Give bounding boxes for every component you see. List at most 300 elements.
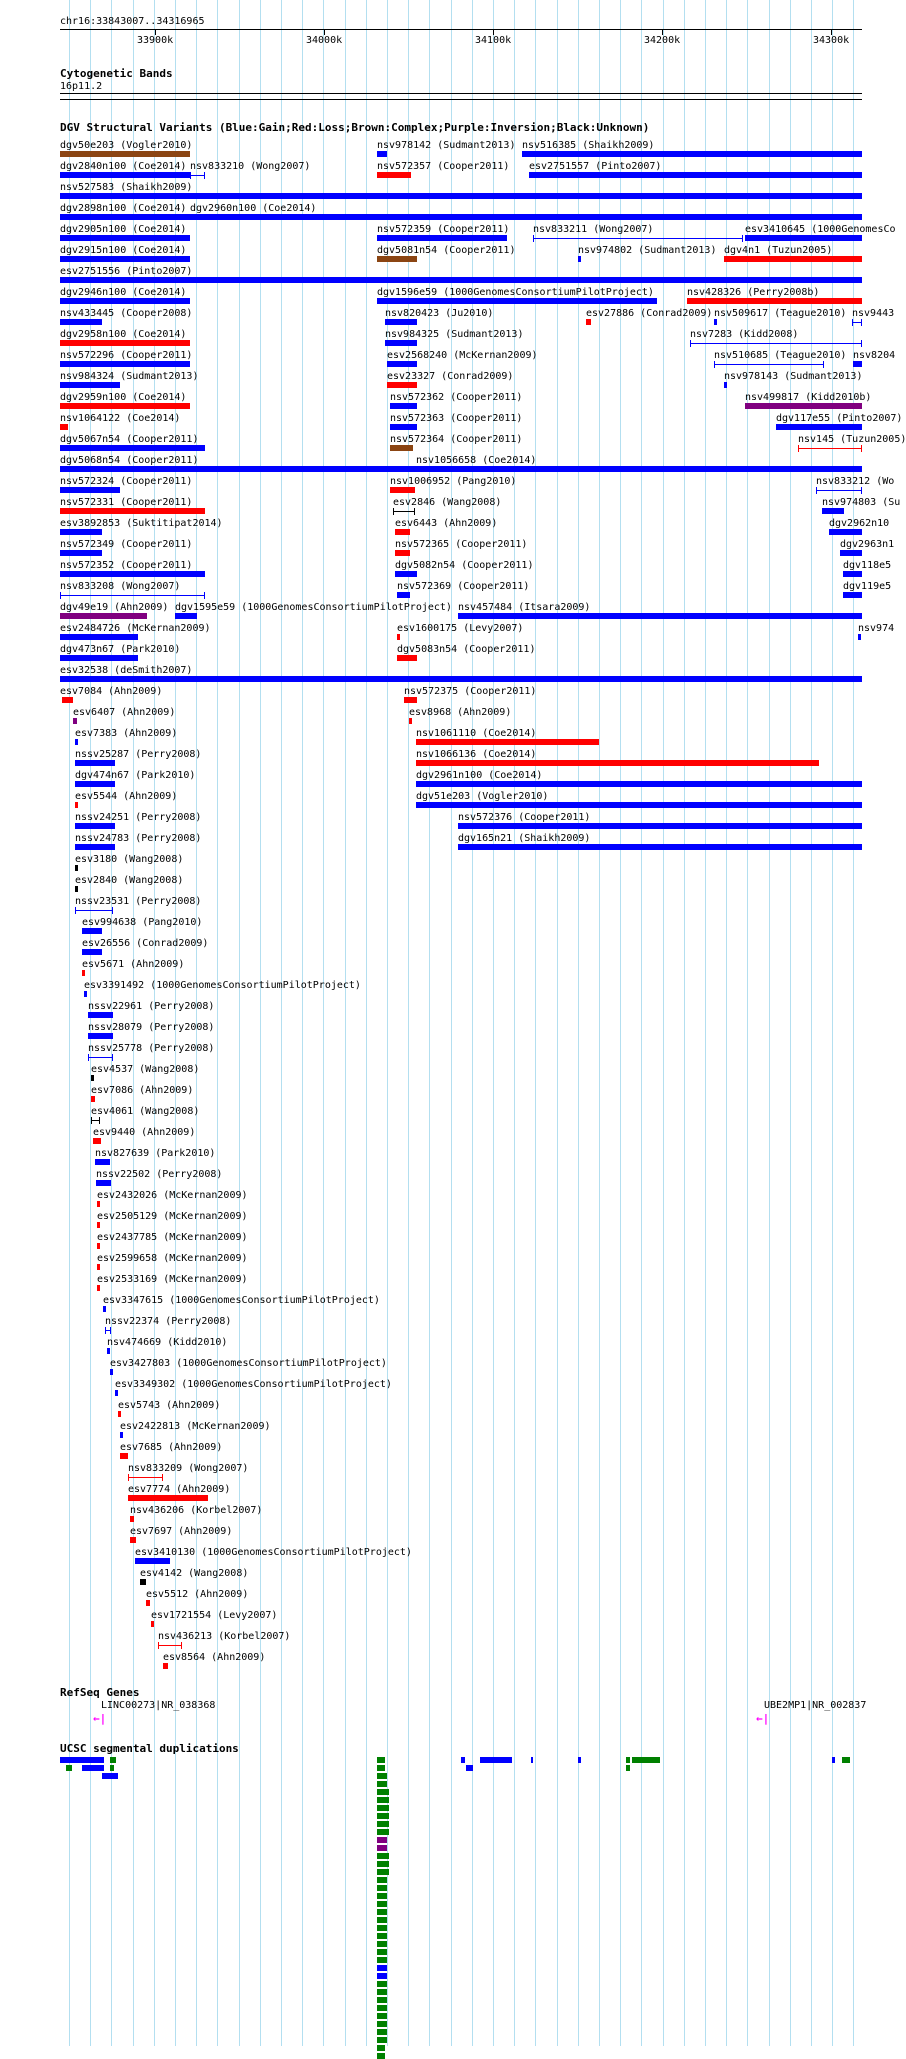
sv-label[interactable]: nsv833208 (Wong2007): [60, 581, 181, 592]
sv-bar[interactable]: [387, 382, 417, 388]
sv-range-line[interactable]: [798, 448, 862, 449]
sv-label[interactable]: nssv22502 (Perry2008): [96, 1169, 223, 1180]
sv-label[interactable]: esv3410130 (1000GenomesConsortiumPilotProject): [135, 1547, 412, 1558]
sv-label[interactable]: dgv4n1 (Tuzun2005): [724, 245, 833, 256]
sv-label[interactable]: nsv516385 (Shaikh2009): [522, 140, 655, 151]
sv-bar[interactable]: [377, 172, 411, 178]
sv-bar[interactable]: [88, 1033, 113, 1039]
sv-label[interactable]: esv7086 (Ahn2009): [91, 1085, 194, 1096]
segdup-stack-block[interactable]: [377, 1813, 389, 1819]
sv-bar[interactable]: [395, 571, 417, 577]
sv-bar[interactable]: [75, 739, 78, 745]
sv-bar[interactable]: [82, 949, 102, 955]
sv-range-line[interactable]: [533, 238, 743, 239]
sv-label[interactable]: nssv24783 (Perry2008): [75, 833, 202, 844]
sv-bar[interactable]: [390, 424, 417, 430]
gene-arrow-icon[interactable]: ←|: [93, 1712, 107, 1725]
gene-label[interactable]: LINC00273|NR_038368: [101, 1700, 216, 1711]
sv-label[interactable]: nsv436206 (Korbel2007): [130, 1505, 263, 1516]
sv-bar[interactable]: [62, 697, 73, 703]
segdup-block[interactable]: [461, 1757, 465, 1763]
sv-bar[interactable]: [395, 550, 410, 556]
sv-label[interactable]: dgv2963n1: [840, 539, 895, 550]
sv-bar[interactable]: [97, 1264, 100, 1270]
sv-label[interactable]: nsv978143 (Sudmant2013): [724, 371, 863, 382]
segdup-block[interactable]: [102, 1773, 118, 1779]
sv-label[interactable]: nsv974803 (Su: [822, 497, 901, 508]
sv-label[interactable]: esv2533169 (McKernan2009): [97, 1274, 248, 1285]
sv-label[interactable]: dgv2961n100 (Coe2014): [416, 770, 543, 781]
segdup-stack-block[interactable]: [377, 1757, 385, 1763]
sv-label[interactable]: dgv165n21 (Shaikh2009): [458, 833, 591, 844]
segdup-block[interactable]: [110, 1765, 114, 1771]
sv-bar[interactable]: [60, 655, 138, 661]
sv-label[interactable]: esv3410645 (1000GenomesCo: [745, 224, 896, 235]
sv-bar[interactable]: [73, 718, 77, 724]
sv-label[interactable]: nsv572369 (Cooper2011): [397, 581, 530, 592]
sv-range-line[interactable]: [816, 490, 862, 491]
sv-bar[interactable]: [60, 340, 190, 346]
sv-bar[interactable]: [91, 1096, 95, 1102]
sv-bar[interactable]: [60, 298, 190, 304]
sv-bar[interactable]: [843, 571, 862, 577]
sv-bar[interactable]: [75, 886, 78, 892]
sv-bar[interactable]: [75, 844, 115, 850]
sv-label[interactable]: dgv2905n100 (Coe2014): [60, 224, 187, 235]
sv-bar[interactable]: [60, 235, 190, 241]
segdup-stack-block[interactable]: [377, 1797, 389, 1803]
sv-bar[interactable]: [107, 1348, 110, 1354]
segdup-stack-block[interactable]: [377, 1789, 389, 1795]
sv-bar[interactable]: [385, 340, 417, 346]
sv-bar[interactable]: [60, 319, 102, 325]
sv-bar[interactable]: [387, 361, 417, 367]
sv-range-line[interactable]: [75, 910, 113, 911]
segdup-stack-block[interactable]: [377, 1973, 387, 1979]
sv-bar[interactable]: [175, 613, 197, 619]
sv-label[interactable]: esv8564 (Ahn2009): [163, 1652, 266, 1663]
sv-label[interactable]: esv3347615 (1000GenomesConsortiumPilotProject): [103, 1295, 380, 1306]
sv-label[interactable]: dgv51e203 (Vogler2010): [416, 791, 549, 802]
sv-bar[interactable]: [60, 361, 190, 367]
sv-label[interactable]: nsv499817 (Kidd2010b): [745, 392, 872, 403]
sv-label[interactable]: esv6443 (Ahn2009): [395, 518, 498, 529]
sv-bar[interactable]: [377, 151, 387, 157]
sv-label[interactable]: nssv25778 (Perry2008): [88, 1043, 215, 1054]
sv-bar[interactable]: [60, 445, 205, 451]
sv-bar[interactable]: [416, 781, 862, 787]
sv-bar[interactable]: [458, 823, 862, 829]
sv-label[interactable]: nsv509617 (Teague2010): [714, 308, 847, 319]
sv-label[interactable]: esv7697 (Ahn2009): [130, 1526, 233, 1537]
sv-label[interactable]: dgv2958n100 (Coe2014): [60, 329, 187, 340]
sv-label[interactable]: esv23327 (Conrad2009): [387, 371, 514, 382]
sv-label[interactable]: esv5743 (Ahn2009): [118, 1400, 221, 1411]
sv-label[interactable]: nsv978142 (Sudmant2013): [377, 140, 516, 151]
segdup-block[interactable]: [110, 1757, 116, 1763]
sv-range-line[interactable]: [714, 364, 824, 365]
sv-bar[interactable]: [60, 613, 147, 619]
sv-bar[interactable]: [458, 613, 862, 619]
sv-range-line[interactable]: [393, 511, 415, 512]
sv-bar[interactable]: [578, 256, 581, 262]
sv-label[interactable]: dgv5067n54 (Cooper2011): [60, 434, 199, 445]
sv-bar[interactable]: [135, 1558, 170, 1564]
segdup-block[interactable]: [82, 1765, 104, 1771]
sv-bar[interactable]: [97, 1285, 100, 1291]
sv-label[interactable]: esv7084 (Ahn2009): [60, 686, 163, 697]
segdup-stack-block[interactable]: [377, 1829, 389, 1835]
sv-label[interactable]: esv8968 (Ahn2009): [409, 707, 512, 718]
segdup-block[interactable]: [578, 1757, 581, 1763]
sv-bar[interactable]: [377, 235, 507, 241]
sv-label[interactable]: esv4061 (Wang2008): [91, 1106, 200, 1117]
sv-label[interactable]: nsv527583 (Shaikh2009): [60, 182, 193, 193]
sv-bar[interactable]: [82, 928, 102, 934]
sv-label[interactable]: nsv833211 (Wong2007): [533, 224, 654, 235]
sv-bar[interactable]: [60, 424, 68, 430]
segdup-stack-block[interactable]: [377, 1997, 387, 2003]
sv-label[interactable]: esv3892853 (Suktitipat2014): [60, 518, 223, 529]
segdup-block[interactable]: [626, 1765, 630, 1771]
sv-bar[interactable]: [397, 634, 400, 640]
sv-label[interactable]: dgv5068n54 (Cooper2011): [60, 455, 199, 466]
segdup-stack-block[interactable]: [377, 1861, 389, 1867]
sv-bar[interactable]: [829, 529, 862, 535]
sv-bar[interactable]: [416, 466, 862, 472]
sv-bar[interactable]: [843, 592, 862, 598]
sv-label[interactable]: nsv974: [858, 623, 895, 634]
sv-label[interactable]: esv2751557 (Pinto2007): [529, 161, 662, 172]
sv-bar[interactable]: [724, 256, 862, 262]
sv-bar[interactable]: [82, 970, 85, 976]
sv-label[interactable]: nsv8204: [853, 350, 896, 361]
sv-label[interactable]: dgv5082n54 (Cooper2011): [395, 560, 534, 571]
sv-label[interactable]: esv1600175 (Levy2007): [397, 623, 524, 634]
sv-label[interactable]: nsv572349 (Cooper2011): [60, 539, 193, 550]
sv-bar[interactable]: [60, 529, 102, 535]
sv-bar[interactable]: [529, 172, 862, 178]
sv-bar[interactable]: [724, 382, 727, 388]
sv-bar[interactable]: [858, 634, 861, 640]
sv-bar[interactable]: [97, 1222, 100, 1228]
sv-label[interactable]: nssv28079 (Perry2008): [88, 1022, 215, 1033]
segdup-stack-block[interactable]: [377, 2029, 387, 2035]
sv-label[interactable]: esv3427803 (1000GenomesConsortiumPilotProject): [110, 1358, 387, 1369]
sv-label[interactable]: esv7774 (Ahn2009): [128, 1484, 231, 1495]
sv-label[interactable]: esv2599658 (McKernan2009): [97, 1253, 248, 1264]
sv-bar[interactable]: [75, 760, 115, 766]
sv-range-line[interactable]: [158, 1645, 182, 1646]
segdup-stack-block[interactable]: [377, 1845, 387, 1851]
sv-label[interactable]: nsv1066136 (Coe2014): [416, 749, 537, 760]
sv-label[interactable]: nsv572331 (Cooper2011): [60, 497, 193, 508]
sv-bar[interactable]: [91, 1075, 94, 1081]
segdup-stack-block[interactable]: [377, 1941, 387, 1947]
sv-bar[interactable]: [95, 1159, 110, 1165]
segdup-stack-block[interactable]: [377, 1981, 387, 1987]
sv-label[interactable]: esv27886 (Conrad2009): [586, 308, 713, 319]
sv-bar[interactable]: [60, 256, 190, 262]
sv-bar[interactable]: [416, 802, 862, 808]
segdup-stack-block[interactable]: [377, 1837, 387, 1843]
sv-bar[interactable]: [84, 991, 87, 997]
sv-bar[interactable]: [687, 298, 862, 304]
sv-label[interactable]: nsv572359 (Cooper2011): [377, 224, 510, 235]
sv-bar[interactable]: [60, 634, 138, 640]
segdup-stack-block[interactable]: [377, 1853, 389, 1859]
sv-label[interactable]: dgv118e5: [843, 560, 892, 571]
sv-bar[interactable]: [146, 1600, 150, 1606]
sv-bar[interactable]: [404, 697, 417, 703]
sv-bar[interactable]: [853, 361, 862, 367]
sv-label[interactable]: nsv572363 (Cooper2011): [390, 413, 523, 424]
segdup-stack-block[interactable]: [377, 1957, 387, 1963]
sv-range-line[interactable]: [60, 595, 205, 596]
sv-label[interactable]: nsv572375 (Cooper2011): [404, 686, 537, 697]
segdup-stack-block[interactable]: [377, 1893, 387, 1899]
segdup-stack-block[interactable]: [377, 1821, 389, 1827]
sv-bar[interactable]: [416, 739, 599, 745]
sv-bar[interactable]: [395, 529, 410, 535]
sv-label[interactable]: nsv572365 (Cooper2011): [395, 539, 528, 550]
sv-bar[interactable]: [409, 718, 412, 724]
sv-bar[interactable]: [60, 571, 205, 577]
sv-label[interactable]: nsv827639 (Park2010): [95, 1148, 216, 1159]
sv-bar[interactable]: [140, 1579, 146, 1585]
segdup-stack-block[interactable]: [377, 2021, 387, 2027]
sv-bar[interactable]: [840, 550, 862, 556]
sv-label[interactable]: dgv49e19 (Ahn2009): [60, 602, 169, 613]
segdup-stack-block[interactable]: [377, 1773, 387, 1779]
segdup-stack-block[interactable]: [377, 2013, 387, 2019]
sv-label[interactable]: dgv2959n100 (Coe2014): [60, 392, 187, 403]
sv-label[interactable]: nsv433445 (Cooper2008): [60, 308, 193, 319]
segdup-stack-block[interactable]: [377, 2005, 387, 2011]
segdup-stack-block[interactable]: [377, 1909, 387, 1915]
sv-bar[interactable]: [458, 844, 862, 850]
sv-bar[interactable]: [88, 1012, 113, 1018]
sv-label[interactable]: nsv833212 (Wo: [816, 476, 895, 487]
sv-range-line[interactable]: [88, 1057, 113, 1058]
sv-label[interactable]: esv26556 (Conrad2009): [82, 938, 209, 949]
sv-bar[interactable]: [60, 550, 102, 556]
sv-label[interactable]: nsv436213 (Korbel2007): [158, 1631, 291, 1642]
sv-label[interactable]: esv2437785 (McKernan2009): [97, 1232, 248, 1243]
sv-label[interactable]: dgv473n67 (Park2010): [60, 644, 181, 655]
sv-label[interactable]: dgv2962n10: [829, 518, 890, 529]
sv-label[interactable]: dgv2960n100 (Coe2014): [190, 203, 317, 214]
segdup-block[interactable]: [60, 1757, 104, 1763]
sv-label[interactable]: nsv820423 (Ju2010): [385, 308, 494, 319]
sv-bar[interactable]: [60, 151, 190, 157]
sv-bar[interactable]: [75, 781, 115, 787]
sv-bar[interactable]: [586, 319, 591, 325]
sv-label[interactable]: esv3391492 (1000GenomesConsortiumPilotProject): [84, 980, 361, 991]
sv-bar[interactable]: [60, 193, 862, 199]
sv-bar[interactable]: [96, 1180, 111, 1186]
segdup-stack-block[interactable]: [377, 1901, 387, 1907]
sv-label[interactable]: dgv2840n100 (Coe2014): [60, 161, 187, 172]
sv-label[interactable]: esv4142 (Wang2008): [140, 1568, 249, 1579]
sv-label[interactable]: nsv510685 (Teague2010): [714, 350, 847, 361]
sv-bar[interactable]: [118, 1411, 121, 1417]
segdup-stack-block[interactable]: [377, 1917, 387, 1923]
sv-bar[interactable]: [60, 382, 120, 388]
segdup-block[interactable]: [480, 1757, 512, 1763]
gene-label[interactable]: UBE2MP1|NR_002837: [764, 1700, 867, 1711]
sv-bar[interactable]: [128, 1495, 208, 1501]
sv-label[interactable]: nsv457484 (Itsara2009): [458, 602, 591, 613]
sv-bar[interactable]: [397, 592, 410, 598]
sv-label[interactable]: dgv5083n54 (Cooper2011): [397, 644, 536, 655]
segdup-stack-block[interactable]: [377, 1781, 387, 1787]
sv-label[interactable]: nsv145 (Tuzun2005): [798, 434, 906, 445]
sv-label[interactable]: esv2432026 (McKernan2009): [97, 1190, 248, 1201]
sv-bar[interactable]: [385, 319, 417, 325]
sv-bar[interactable]: [377, 298, 657, 304]
sv-range-line[interactable]: [690, 343, 862, 344]
sv-bar[interactable]: [822, 508, 844, 514]
sv-label[interactable]: dgv474n67 (Park2010): [75, 770, 196, 781]
sv-label[interactable]: esv7685 (Ahn2009): [120, 1442, 223, 1453]
sv-label[interactable]: esv5512 (Ahn2009): [146, 1589, 249, 1600]
sv-label[interactable]: esv3349302 (1000GenomesConsortiumPilotProject): [115, 1379, 392, 1390]
sv-label[interactable]: esv2840 (Wang2008): [75, 875, 184, 886]
sv-bar[interactable]: [151, 1621, 154, 1627]
sv-label[interactable]: nsv572362 (Cooper2011): [390, 392, 523, 403]
sv-label[interactable]: esv2568240 (McKernan2009): [387, 350, 538, 361]
sv-label[interactable]: esv2751556 (Pinto2007): [60, 266, 193, 277]
sv-bar[interactable]: [103, 1306, 106, 1312]
sv-label[interactable]: nssv22961 (Perry2008): [88, 1001, 215, 1012]
segdup-stack-block[interactable]: [377, 1805, 389, 1811]
sv-label[interactable]: dgv2898n100 (Coe2014): [60, 203, 187, 214]
sv-bar[interactable]: [60, 277, 862, 283]
sv-bar[interactable]: [120, 1432, 123, 1438]
segdup-block[interactable]: [632, 1757, 660, 1763]
sv-label[interactable]: dgv1595e59 (1000GenomesConsortiumPilotProject): [175, 602, 452, 613]
segdup-stack-block[interactable]: [377, 1933, 387, 1939]
sv-label[interactable]: nsv572364 (Cooper2011): [390, 434, 523, 445]
sv-label[interactable]: nsv9443: [852, 308, 895, 319]
segdup-stack-block[interactable]: [377, 1869, 389, 1875]
segdup-block[interactable]: [66, 1765, 72, 1771]
sv-bar[interactable]: [110, 1369, 113, 1375]
sv-bar[interactable]: [776, 424, 862, 430]
sv-label[interactable]: dgv5081n54 (Cooper2011): [377, 245, 516, 256]
sv-label[interactable]: esv6407 (Ahn2009): [73, 707, 176, 718]
sv-label[interactable]: dgv117e55 (Pinto2007): [776, 413, 903, 424]
sv-label[interactable]: nssv25287 (Perry2008): [75, 749, 202, 760]
sv-bar[interactable]: [75, 865, 78, 871]
segdup-stack-block[interactable]: [377, 1989, 387, 1995]
sv-label[interactable]: nsv572296 (Cooper2011): [60, 350, 193, 361]
sv-label[interactable]: nsv984324 (Sudmant2013): [60, 371, 199, 382]
sv-label[interactable]: nssv22374 (Perry2008): [105, 1316, 232, 1327]
sv-bar[interactable]: [416, 760, 819, 766]
sv-label[interactable]: esv5671 (Ahn2009): [82, 959, 185, 970]
segdup-block[interactable]: [842, 1757, 850, 1763]
sv-label[interactable]: esv2846 (Wang2008): [393, 497, 502, 508]
sv-label[interactable]: dgv50e203 (Vogler2010): [60, 140, 193, 151]
sv-label[interactable]: nsv572376 (Cooper2011): [458, 812, 591, 823]
sv-bar[interactable]: [390, 487, 415, 493]
sv-bar[interactable]: [390, 445, 413, 451]
sv-label[interactable]: nsv572352 (Cooper2011): [60, 560, 193, 571]
segdup-block[interactable]: [531, 1757, 533, 1763]
sv-bar[interactable]: [745, 403, 862, 409]
sv-label[interactable]: esv3180 (Wang2008): [75, 854, 184, 865]
segdup-stack-block[interactable]: [377, 1765, 385, 1771]
sv-label[interactable]: dgv2915n100 (Coe2014): [60, 245, 187, 256]
gene-arrow-icon[interactable]: ←|: [756, 1712, 770, 1725]
sv-label[interactable]: nssv23531 (Perry2008): [75, 896, 202, 907]
sv-bar[interactable]: [93, 1138, 101, 1144]
sv-bar[interactable]: [97, 1201, 100, 1207]
segdup-stack-block[interactable]: [377, 2037, 387, 2043]
sv-bar[interactable]: [397, 655, 417, 661]
sv-label[interactable]: nsv572357 (Cooper2011): [377, 161, 510, 172]
sv-label[interactable]: dgv2946n100 (Coe2014): [60, 287, 187, 298]
sv-bar[interactable]: [75, 802, 78, 808]
sv-bar[interactable]: [97, 1243, 100, 1249]
sv-bar[interactable]: [60, 487, 120, 493]
sv-label[interactable]: nssv24251 (Perry2008): [75, 812, 202, 823]
sv-bar[interactable]: [60, 676, 862, 682]
sv-label[interactable]: nsv974802 (Sudmant2013): [578, 245, 717, 256]
sv-bar[interactable]: [745, 235, 862, 241]
sv-bar[interactable]: [714, 319, 717, 325]
sv-label[interactable]: nsv984325 (Sudmant2013): [385, 329, 524, 340]
sv-label[interactable]: esv2484726 (McKernan2009): [60, 623, 211, 634]
sv-label[interactable]: dgv119e5: [843, 581, 892, 592]
sv-label[interactable]: esv4537 (Wang2008): [91, 1064, 200, 1075]
segdup-block[interactable]: [832, 1757, 835, 1763]
sv-label[interactable]: esv5544 (Ahn2009): [75, 791, 178, 802]
sv-range-line[interactable]: [128, 1477, 163, 1478]
sv-label[interactable]: nsv833209 (Wong2007): [128, 1463, 249, 1474]
sv-bar[interactable]: [130, 1537, 136, 1543]
sv-bar[interactable]: [60, 172, 190, 178]
sv-bar[interactable]: [60, 214, 190, 220]
sv-label[interactable]: esv9440 (Ahn2009): [93, 1127, 196, 1138]
segdup-stack-block[interactable]: [377, 1925, 387, 1931]
sv-bar[interactable]: [163, 1663, 168, 1669]
segdup-stack-block[interactable]: [377, 1877, 387, 1883]
sv-label[interactable]: nsv1064122 (Coe2014): [60, 413, 181, 424]
segdup-block[interactable]: [626, 1757, 630, 1763]
segdup-stack-block[interactable]: [377, 1885, 387, 1891]
sv-label[interactable]: nsv833210 (Wong2007): [190, 161, 311, 172]
sv-label[interactable]: dgv1596e59 (1000GenomesConsortiumPilotProject): [377, 287, 654, 298]
sv-label[interactable]: esv2422813 (McKernan2009): [120, 1421, 271, 1432]
segdup-stack-block[interactable]: [377, 1965, 387, 1971]
sv-label[interactable]: esv32538 (deSmith2007): [60, 665, 193, 676]
sv-label[interactable]: nsv572324 (Cooper2011): [60, 476, 193, 487]
sv-label[interactable]: esv1721554 (Levy2007): [151, 1610, 278, 1621]
sv-range-line[interactable]: [190, 175, 205, 176]
sv-bar[interactable]: [190, 214, 862, 220]
segdup-stack-block[interactable]: [377, 1949, 387, 1955]
sv-label[interactable]: nsv1056658 (Coe2014): [416, 455, 537, 466]
sv-label[interactable]: nsv1061110 (Coe2014): [416, 728, 537, 739]
sv-bar[interactable]: [75, 823, 115, 829]
sv-label[interactable]: esv7383 (Ahn2009): [75, 728, 178, 739]
segdup-stack-block[interactable]: [377, 2045, 385, 2051]
sv-label[interactable]: esv994638 (Pang2010): [82, 917, 203, 928]
segdup-stack-block[interactable]: [377, 2053, 385, 2059]
